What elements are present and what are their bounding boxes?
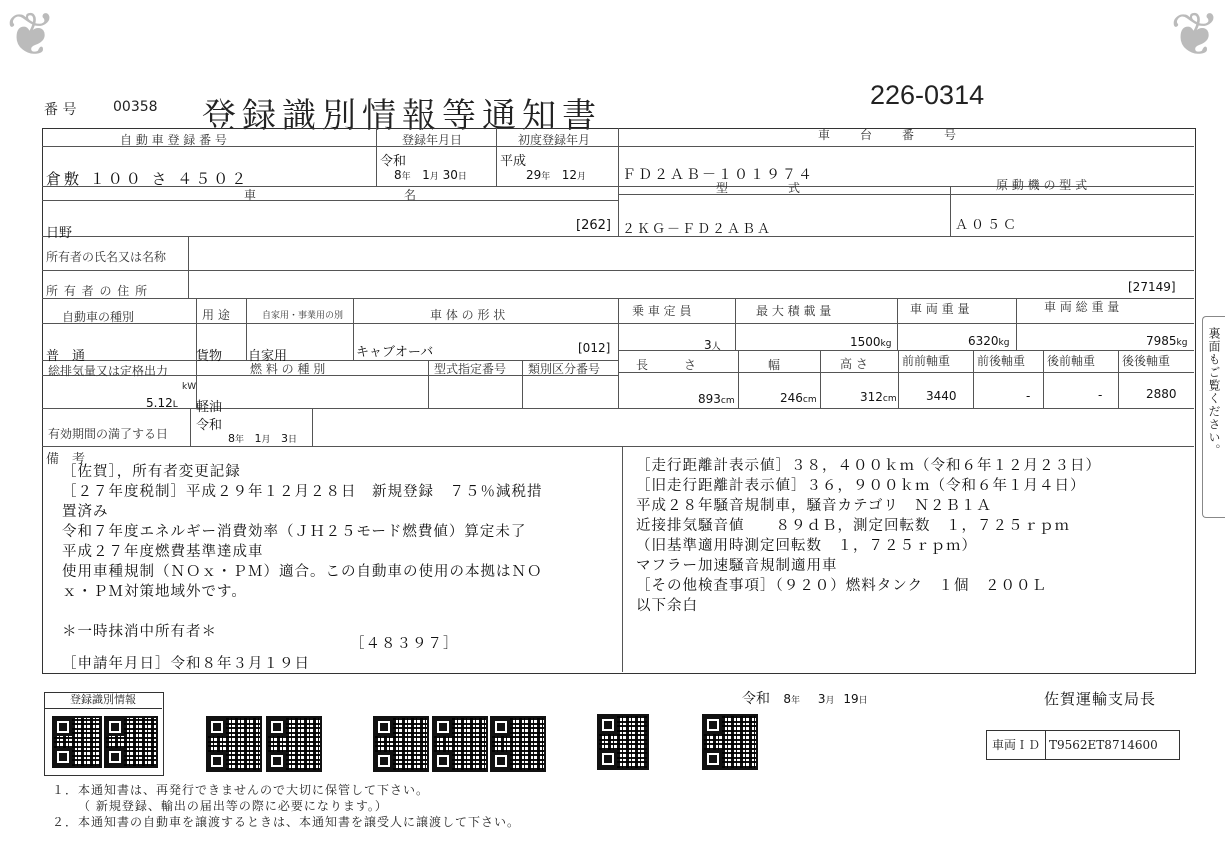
remarks-left-code: ［４８３９７］ (350, 636, 459, 652)
reg-month: 1 (422, 168, 430, 182)
max-load-label: 最 大 積 載 量 (756, 304, 832, 318)
owner-name-label: 所有者の氏名又は名称 (46, 250, 167, 264)
body-shape-label: 車 体 の 形 状 (430, 308, 506, 322)
side-tab-text: 裏面もご覧ください。 (1207, 327, 1221, 457)
qr-code-5 (373, 716, 429, 772)
expiry-era: 令和 (196, 418, 223, 433)
rear-rear-axle-label: 後後軸重 (1122, 354, 1171, 368)
remarks-label: 備 考 (46, 452, 86, 467)
reg-year: 8 (394, 168, 402, 182)
private-business-label: 自家用・事業用の別 (262, 311, 344, 321)
registration-number: 倉敷 １００ さ ４５０２ (46, 170, 250, 188)
capacity-label: 乗 車 定 員 (632, 304, 692, 318)
front-front-axle-label: 前前軸重 (902, 354, 951, 368)
chassis-number: ＦＤ２ＡＢ－１０１９７４ (622, 167, 814, 183)
reg-day: 30 (442, 168, 458, 182)
document-title: 登録識別情報等通知書 (202, 96, 602, 136)
remark-line: 平成２８年騒音規制車，騒音カテゴリ Ｎ２Ｂ１Ａ (636, 498, 992, 514)
issue-date: 令和 8年 3月 19日 (742, 691, 868, 707)
width-label: 幅 (768, 358, 781, 372)
remarks-right (636, 456, 1101, 616)
qr-code-6 (432, 716, 488, 772)
height-label: 高 さ (840, 357, 868, 371)
number-label: 番 号 (44, 102, 77, 118)
displacement-label: 総排気量又は定格出力 (48, 364, 169, 378)
engine-type: Ａ０５Ｃ (955, 218, 1020, 233)
remark-line: ［その他検査事項］（９２０）燃料タンク １個 ２００Ｌ (636, 578, 1047, 594)
designation-no-label: 型式指定番号 (434, 362, 507, 376)
qr-code-3 (206, 716, 262, 772)
application-date: ［申請年月日］令和８年３月１９日 (62, 656, 310, 672)
vehicle-id-box (986, 730, 1180, 760)
remark-line: ｘ・ＰＭ対策地域外です。 (62, 584, 247, 600)
remark-line: ［走行距離計表示値］３８，４００ｋｍ（令和６年１２月２３日） (636, 458, 1101, 474)
model-code: ２ＫＧ－ＦＤ２ＡＢＡ (622, 222, 773, 237)
first-reg-value: 29年 12月 (526, 168, 587, 182)
qr-code-9 (702, 714, 758, 770)
engine-type-label: 原 動 機 の 型 式 (996, 178, 1088, 192)
maker-name: 日野 (46, 226, 73, 241)
kw-unit: kW (182, 382, 197, 392)
qr-label: 登録識別情報 (44, 692, 162, 709)
name-label: 名 (404, 188, 417, 202)
gross-weight-value: 7985kg (1146, 334, 1188, 348)
length-value: 893cm (698, 392, 735, 406)
width-value: 246cm (780, 391, 817, 405)
qr-code-2 (104, 716, 158, 768)
rear-front-axle-label: 後前軸重 (1047, 354, 1096, 368)
rear-front-axle-value: - (1098, 388, 1103, 402)
first-reg-month: 12 (561, 168, 578, 182)
vehicle-id-label: 車両ＩＤ (987, 731, 1046, 759)
remark-line: 平成２７年度燃費基準達成車 (62, 544, 264, 560)
front-rear-axle-label: 前後軸重 (977, 354, 1026, 368)
note-1: １．本通知書は、再発行できませんので大切に保管して下さい。 (52, 783, 430, 797)
remark-line: ［旧走行距離計表示値］３６，９００ｋｍ（令和６年１月４日） (636, 478, 1086, 494)
first-reg-era: 平成 (500, 154, 527, 169)
displacement-value: 5.12L (146, 396, 178, 410)
remark-line: 使用車種規制（ＮＯｘ・ＰＭ）適合。この自動車の使用の本拠はＮＯ (62, 564, 543, 580)
body-code: [012] (578, 341, 611, 355)
fuel-type: 軽油 (196, 400, 223, 415)
front-front-axle-value: 3440 (926, 389, 957, 403)
gross-weight-label: 車 両 総 重 量 (1044, 300, 1120, 314)
remark-line: 近接排気騒音値 ８９ｄＢ，測定回転数 １，７２５ｒｐｍ (636, 518, 1070, 534)
remark-line: ［佐賀］，所有者変更記録 (62, 464, 241, 480)
remark-line: マフラー加速騒音規制適用車 (636, 558, 838, 574)
qr-code-4 (266, 716, 322, 772)
note-1b: （ 新規登録、輸出の届出等の際に必要になります。） (78, 799, 388, 813)
note-2: ２．本通知書の自動車を譲渡するときは、本通知書を譲受人に譲渡して下さい。 (52, 815, 521, 829)
reg-date-label: 登録年月日 (402, 133, 463, 147)
rear-rear-axle-value: 2880 (1146, 387, 1177, 401)
first-reg-year: 29 (526, 168, 542, 182)
car-label: 車 (244, 188, 257, 202)
vehicle-weight-value: 6320kg (968, 334, 1010, 348)
reg-date-value: 8年 1月 30日 (394, 168, 467, 182)
remark-line: 令和７年度エネルギー消費効率（ＪＨ２５モード燃費値）算定未了 (62, 524, 527, 540)
length-label: 長 さ (636, 358, 697, 372)
max-load-value: 1500kg (850, 335, 892, 349)
address-code: [27149] (1128, 280, 1176, 294)
vehicle-kind-label: 自動車の種別 (62, 310, 135, 324)
vehicle-kind: 普 通 (46, 349, 86, 364)
type-label: 型 式 (716, 181, 801, 195)
remark-line: 以下余白 (636, 598, 698, 614)
expiry-value: 8年 1月 3日 (228, 432, 298, 445)
body-shape: キャブオーバ (356, 345, 434, 360)
reg-no-label: 自 動 車 登 録 番 号 (120, 133, 227, 147)
qr-code-8 (597, 714, 649, 770)
qr-code-7 (490, 716, 546, 772)
stamp-number: 226-0314 (870, 80, 985, 110)
remark-line: （旧基準適用時測定回転数 １，７２５ｒｐｍ） (636, 538, 977, 554)
vehicle-id-value: T9562ET8714600 (1049, 738, 1158, 752)
qr-code-1 (52, 716, 102, 768)
capacity-value: 3人 (704, 338, 721, 352)
remark-line: 置済み (62, 504, 109, 520)
side-tab (1202, 316, 1225, 518)
private-value: 自家用 (248, 349, 288, 364)
owner-address-label: 所 有 者 の 住 所 (46, 284, 149, 298)
corner-ornament-left: ❦ (6, 0, 57, 70)
height-value: 312cm (860, 390, 897, 404)
remarks-left (62, 462, 543, 642)
number-value: 00358 (113, 99, 158, 115)
fuel-type-label: 燃 料 の 種 別 (250, 362, 326, 376)
remark-line: ＊一時抹消中所有者＊ (62, 624, 217, 640)
class-no-label: 類別区分番号 (528, 362, 601, 376)
expiry-label: 有効期間の満了する日 (48, 427, 169, 441)
use-label: 用 途 (202, 308, 230, 322)
front-rear-axle-value: - (1026, 389, 1031, 403)
corner-ornament-right: ❦ (1170, 0, 1221, 70)
reg-date-era: 令和 (380, 154, 407, 169)
chassis-label: 車 台 番 号 (818, 128, 959, 142)
first-reg-label: 初度登録年月 (518, 133, 591, 147)
transport-authority: 佐賀運輸支局長 (1044, 690, 1157, 708)
maker-code: [262] (576, 218, 611, 233)
remark-line: ［２７年度税制］平成２９年１２月２８日 新規登録 ７５％減税措 (62, 484, 543, 500)
vehicle-weight-label: 車 両 重 量 (910, 302, 970, 316)
use-value: 貨物 (196, 349, 223, 364)
